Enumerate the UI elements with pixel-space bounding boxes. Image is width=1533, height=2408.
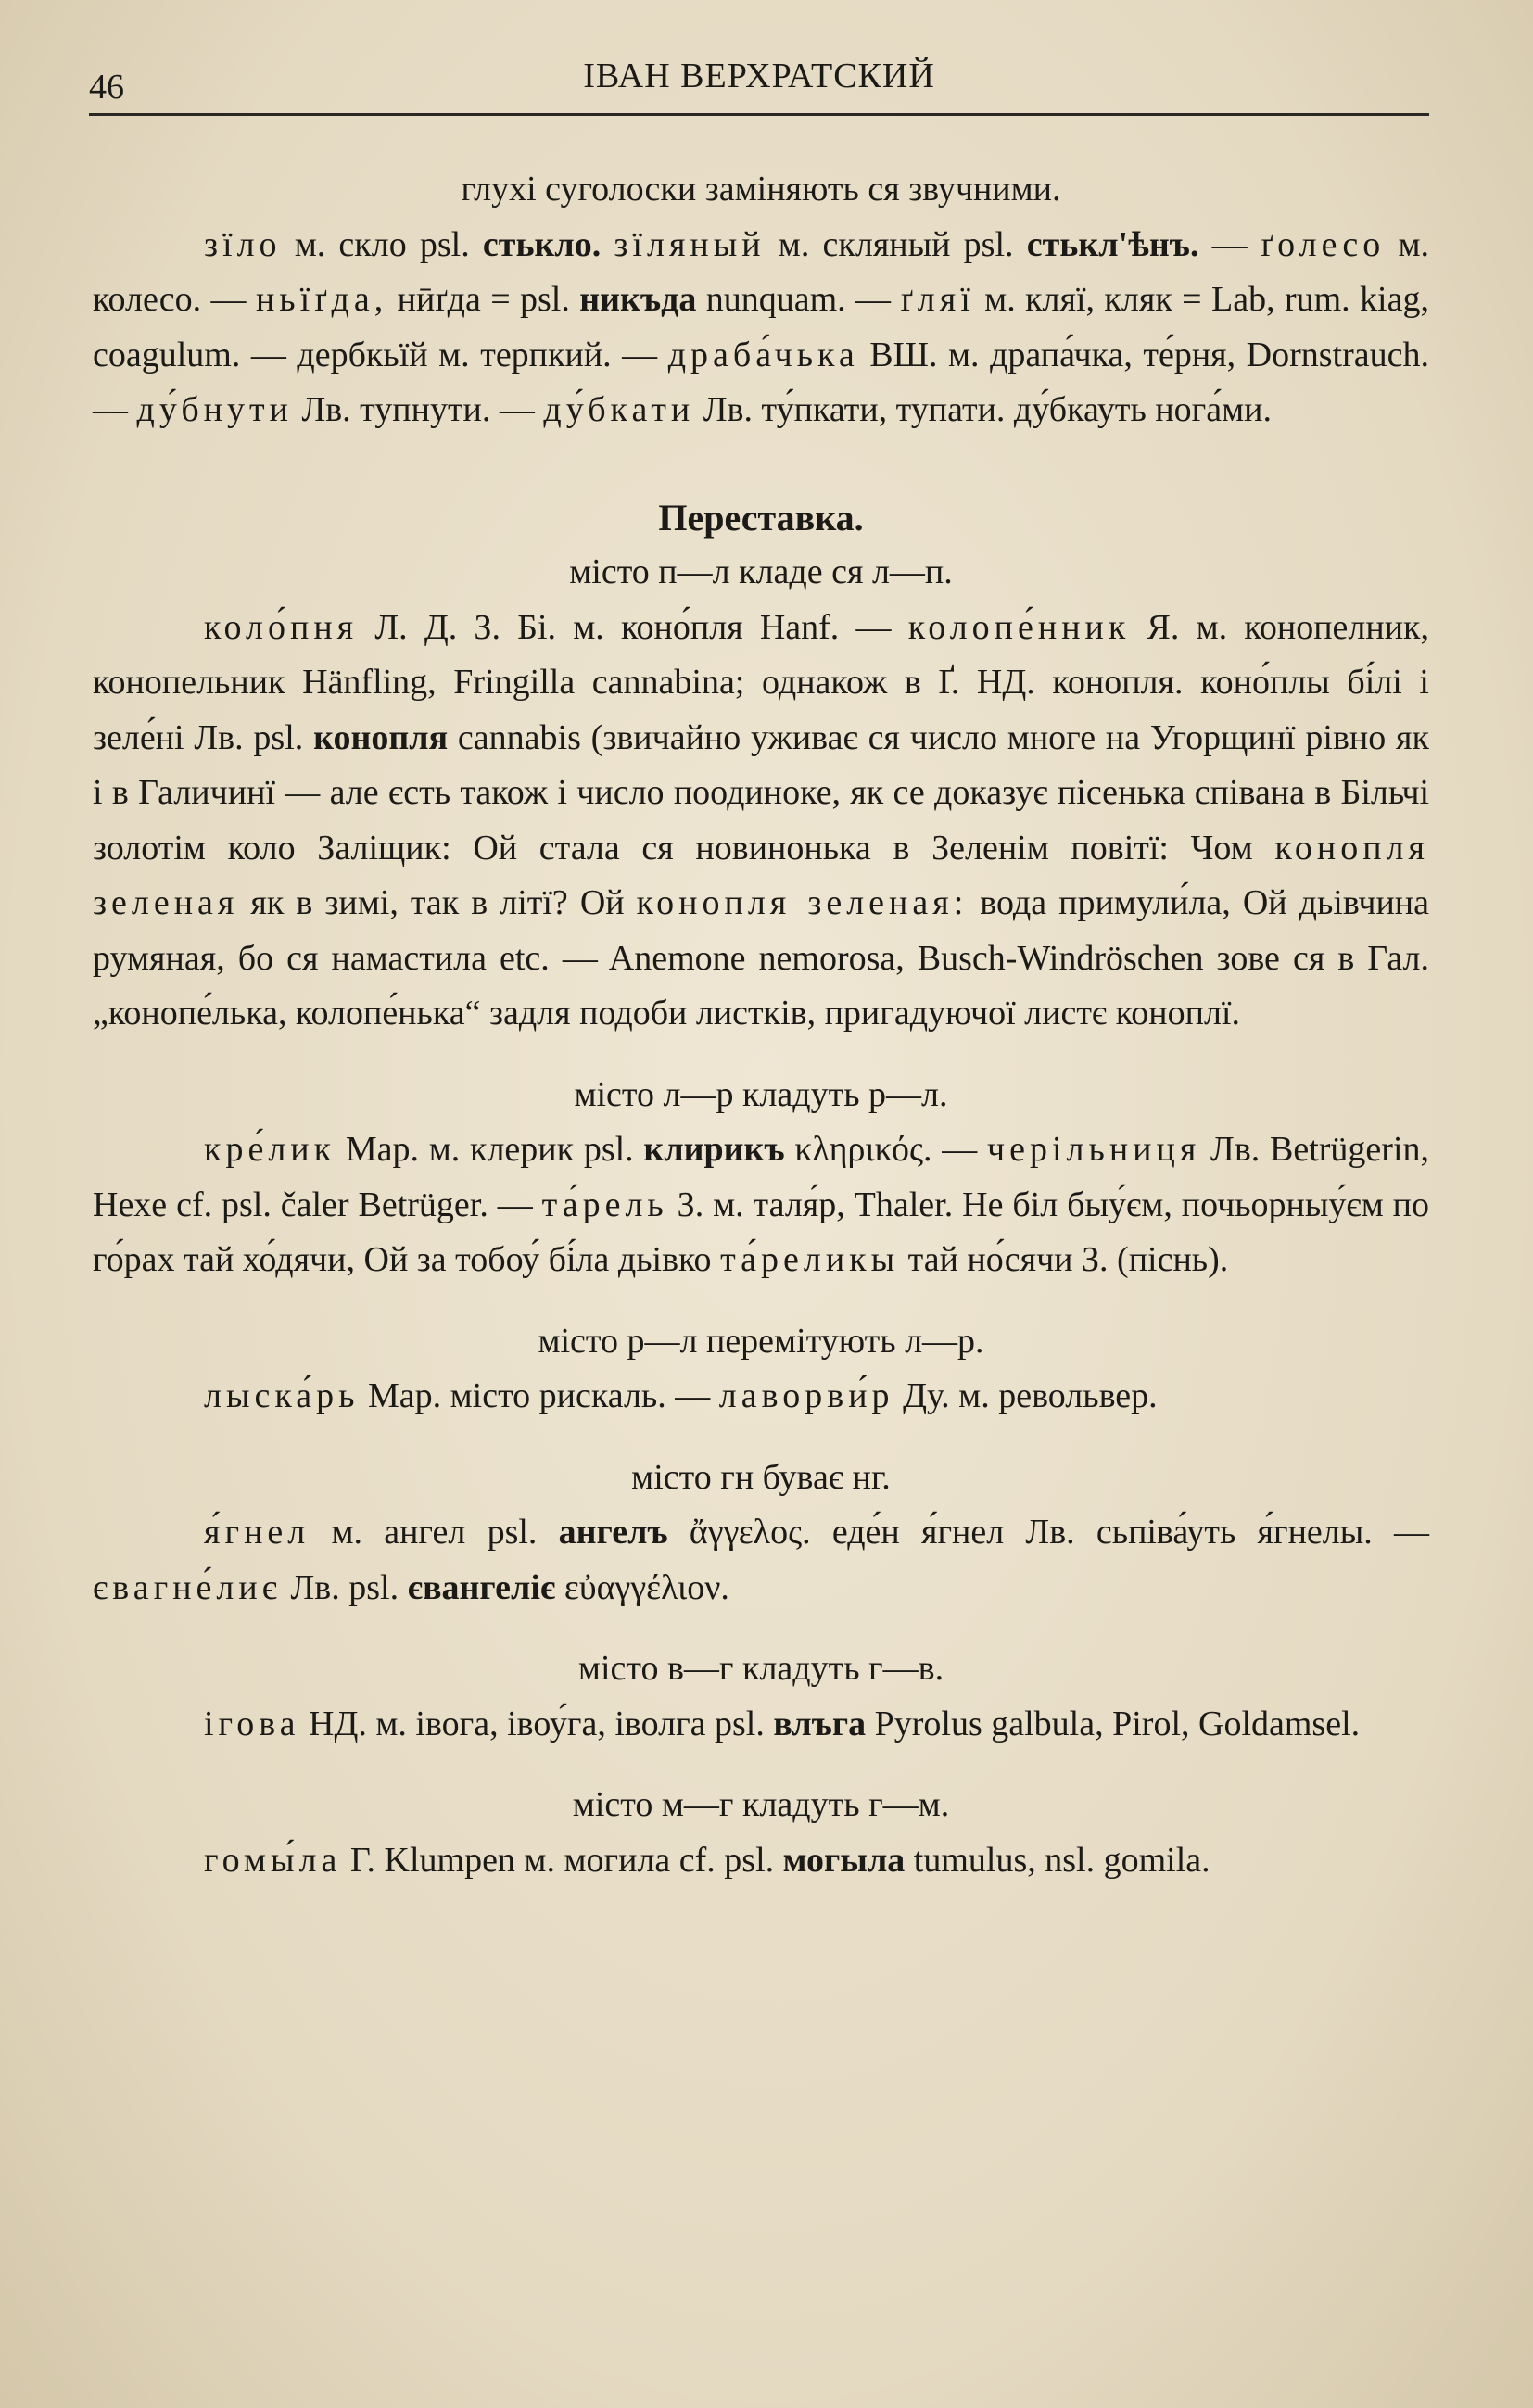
text-run: Я. м. конопелник, конопельник Hänfling, Fringilla cannabina; однакож в Ґ. НД. конопля. коно́плы бі́лі і зеле́ні Лв. psl. [93, 607, 1430, 757]
headword: драба́чька [667, 335, 859, 374]
section-heading: Переставка. [658, 496, 864, 539]
headword: ду́бкати [543, 390, 695, 429]
text-run: Мар. місто рискаль. — [359, 1376, 719, 1415]
headword: черільниця [986, 1130, 1201, 1169]
text-run: Pyrolus galbula, Pirol, Goldamsel. [866, 1704, 1361, 1743]
text-run: З. м. таля́р, Thaler. Не біл быу́єм, почьорныу́єм по го́рах тай хо́дячи, Ой за тобоу́ бі́ла дьівко [93, 1185, 1429, 1279]
rule-title: місто м—г кладуть г—м. [572, 1785, 950, 1824]
text-run: cannabis (звичайно уживає ся число многе на Угорщинї рівно як і в Галичинї — але єсть також і число поодиноке, як се доказує пісенька співана в Більчі золотім коло Заліщик: Ой стала ся новинонька в Зеленім повітї: Чом [93, 717, 1429, 868]
rule-3 [93, 1314, 1429, 1425]
rule-4 [93, 1451, 1429, 1616]
rule-title: місто р—л перемітують л—р. [538, 1321, 984, 1361]
text-run: Лв. ту́пкати, тупати. ду́бкауть нога́ми. [694, 390, 1273, 429]
headword: конопля зеленая: [636, 883, 969, 922]
headword: кре́лик [204, 1130, 336, 1169]
text-run: Ду. м. револьвер. [893, 1376, 1158, 1415]
slavonic-form: стькло. [482, 224, 602, 264]
text-run: Л. Д. З. Бі. м. коно́пля Hanf. — [358, 607, 908, 647]
headword: коло́пня [204, 607, 359, 647]
page-content [93, 162, 1429, 1888]
headword: я́гнел [204, 1513, 310, 1552]
slavonic-form: клирикъ [643, 1130, 785, 1169]
rule-title: місто п—л кладе ся л—п. [569, 552, 953, 591]
running-title: ІВАН ВЕРХРАТСКИЙ [583, 57, 935, 95]
rule-paragraph [93, 1122, 1429, 1288]
slavonic-form: євангеліє [407, 1567, 556, 1607]
text-run: Лв. psl. [282, 1567, 408, 1607]
text-run: Лв. тупнути. — [292, 390, 544, 429]
text-run: вода примули́ла, Ой дьівчина румяная, бо ся намастила etc. — Anemone nemorosa, Busch-Windröschen зове ся в Гал. „конопе́лька, колопе́нька“ задля подоби листків, пригадуючої листє коноплї. [93, 883, 1429, 1033]
rule-title: місто л—р кладуть р—л. [574, 1074, 948, 1114]
headword: ду́бнути [136, 390, 293, 429]
text-run: м. колесо. — [93, 224, 1430, 319]
text-run: εὐαγγέλιον. [555, 1567, 729, 1607]
headword: ньїґда, [255, 280, 388, 319]
rule-title: місто гн буває нг. [631, 1457, 891, 1497]
text-run: κληρικός. — [784, 1130, 987, 1169]
slavonic-form: ангелъ [558, 1513, 668, 1552]
running-head [89, 48, 1429, 116]
headword: колопе́нник [907, 607, 1131, 647]
headword: зїло [204, 224, 282, 264]
slavonic-form: никъда [579, 280, 697, 319]
text-run: nunquam. — [696, 280, 901, 319]
rule-paragraph [93, 1369, 1429, 1425]
headword: лаворви́р [718, 1376, 894, 1415]
text-run: нӣґда = psl. [387, 280, 580, 319]
rule-paragraph [93, 601, 1429, 1042]
slavonic-form: влъга [773, 1704, 867, 1743]
text-run: м. кляї, кляк = Lab, rum. kiag, coagulum. — дербкьїй м. терпкий. — [93, 280, 1429, 374]
text-run: як в зимі, так в літї? Ой [238, 883, 637, 922]
slavonic-form: стькл'ѣнъ. [1026, 224, 1199, 264]
rule-6 [93, 1778, 1429, 1888]
headword: ґляї [900, 280, 975, 319]
headword: ігова [204, 1704, 300, 1743]
headword: гомы́ла [204, 1840, 342, 1880]
text-run: Лв. Betrügerin, Hexe cf. psl. čaler Betrüger. — [93, 1130, 1430, 1224]
rule-5 [93, 1641, 1429, 1752]
text-run: ВШ. м. драпа́чка, те́рня, Dornstrauch. — [93, 335, 1429, 429]
rule-paragraph [93, 1833, 1429, 1889]
text-run: Г. Klumpen м. могила cf. psl. [341, 1840, 783, 1880]
rule-1 [93, 545, 1429, 1042]
slavonic-form: конопля [313, 717, 449, 757]
headword: євагне́лиє [93, 1567, 283, 1607]
intro-line: глухі суголоски заміняють ся звучними. [461, 170, 1061, 209]
text-run: tumulus, nsl. gomila. [905, 1840, 1210, 1880]
slavonic-form: могыла [782, 1840, 906, 1880]
headword: та́рель [541, 1185, 668, 1224]
page-number: 46 [89, 68, 124, 107]
headword: та́реликы [720, 1240, 900, 1279]
rule-paragraph [93, 1505, 1429, 1616]
headword: ґолесо [1260, 224, 1386, 264]
text-run: тай но́сячи З. (піснь). [899, 1240, 1229, 1279]
headword: конопля зеленая [93, 828, 1429, 922]
rule-paragraph [93, 1697, 1429, 1753]
text-run: м. скло psl. [281, 224, 483, 264]
headword: зїляный [614, 224, 766, 264]
text-run: ἄγγελος. еде́н я́гнел Лв. сьпіва́уть я́гнелы. — [667, 1513, 1429, 1552]
rule-title: місто в—г кладуть г—в. [577, 1649, 944, 1688]
headword: лыска́рь [204, 1376, 360, 1415]
text-run: — [1198, 224, 1261, 264]
text-run: НД. м. івога, івоу́га, іволга psl. [299, 1704, 774, 1743]
intro-paragraph [93, 218, 1429, 438]
text-run [601, 225, 614, 264]
rule-2 [93, 1068, 1429, 1288]
text-run: Мар. м. клерик psl. [336, 1130, 644, 1169]
text-run: м. скляный psl. [765, 224, 1027, 264]
text-run: м. ангел psl. [310, 1513, 559, 1552]
